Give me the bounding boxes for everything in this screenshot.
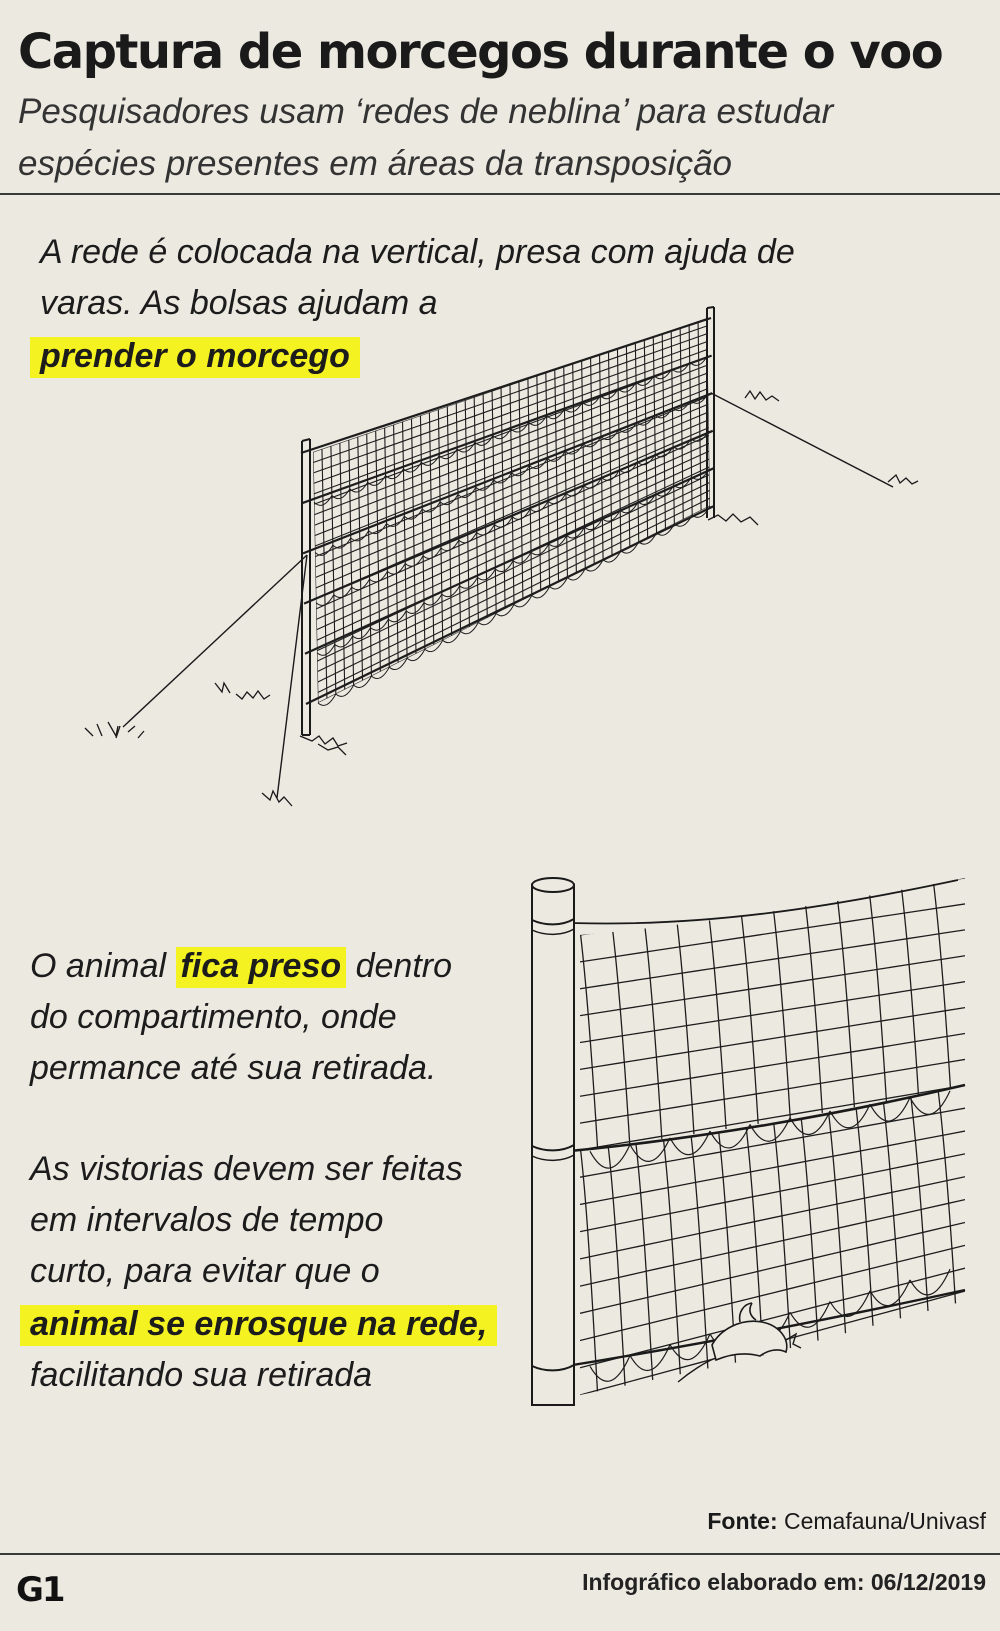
section1-line-2: varas. As bolsas ajudam a [40, 284, 438, 322]
section3-highlight: animal se enrosque na rede, [20, 1305, 497, 1346]
source-credit [707, 1508, 986, 1535]
g1-logo: G1 [16, 1570, 64, 1610]
section2-line-2: do compartimento, onde [30, 998, 397, 1036]
source-label: Fonte: [707, 1508, 778, 1534]
net-pocket-closeup-illustration [500, 860, 980, 1480]
header-divider [0, 193, 1000, 195]
section1-highlight: prender o morcego [30, 337, 360, 378]
infographic-date: Infográfico elaborado em: 06/12/2019 [582, 1569, 986, 1595]
section2-text [30, 941, 452, 1094]
page-title: Captura de morcegos durante o voo [18, 24, 943, 80]
section2-text-before: O animal [30, 947, 167, 985]
mist-net-illustration [60, 290, 960, 830]
section3-line-2: em intervalos de tempo [30, 1201, 384, 1239]
section2-line-3: permance até sua retirada. [30, 1049, 437, 1087]
section2-text-after: dentro [355, 947, 452, 985]
section3-text [30, 1144, 497, 1401]
section1-line-1: A rede é colocada na vertical, presa com ajuda de [40, 233, 795, 271]
section3-line-5: facilitando sua retirada [30, 1356, 373, 1394]
source-value: Cemafauna/Univasf [784, 1508, 986, 1534]
subtitle-line-1: Pesquisadores usam ‘redes de neblina’ para estudar [18, 92, 834, 131]
section3-line-3: curto, para evitar que o [30, 1252, 380, 1290]
footer-divider [0, 1553, 1000, 1555]
section2-highlight: fica preso [176, 947, 347, 988]
section3-line-1: As vistorias devem ser feitas [30, 1150, 463, 1188]
page-subtitle [18, 86, 978, 190]
subtitle-line-2: espécies presentes em áreas da transposição [18, 144, 733, 183]
